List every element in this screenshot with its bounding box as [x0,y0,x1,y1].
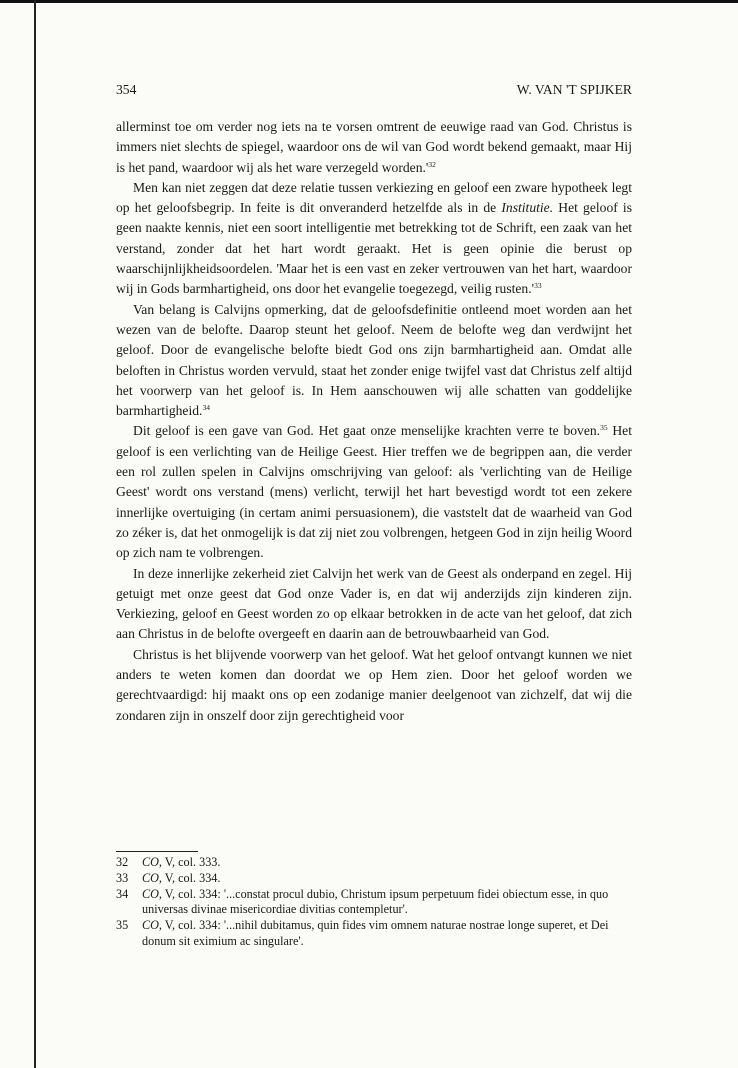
footnote-ref-34[interactable]: 34 [202,403,210,413]
footnote-cite: CO, [142,886,162,901]
footnote-cite: CO, [142,870,162,885]
footnote-body: V, col. 333. [161,855,221,869]
paragraph-4-text-b: Het geloof is een verlichting van de Heilige Geest. Hier treffen we de begrippen aan, die verder een rol zullen spelen in Calvijns omschrijving van geloof: als 'verlichting van de Heilige Geest' wordt ons verstand (mens) verlicht, terwijl het hart bevestigd wordt tot een zekere innerlijke overtuiging (in certam animi persuasionem), die vaststelt dat de waarheid van God zo zéker is, dat het onmogelijk is dat zij niet zou volbrengen, hetgeen God in zijn heilig Woord op zich nam te volbrengen. [116,423,632,561]
footnote-ref-35[interactable]: 35 [600,423,608,433]
page-number: 354 [116,82,137,97]
footnote-number: 32 [116,855,129,869]
institutie-title: Institutie. [501,200,554,216]
paragraph-5 [116,564,632,645]
footnote [116,918,632,950]
footnote-number: 34 [116,886,129,901]
footnote [116,887,632,919]
footnote-rule [116,851,198,852]
paragraph-5-text: In deze innerlijke zekerheid ziet Calvijn het werk van de Geest als onderpand en zegel. Hij getuigt met onze geest dat God onze Vader is, en dat wij anderzijds zijn kinderen zijn. Verkiezing, geloof en Geest worden zo op elkaar betrokken in de acte van het geloof, dat zich aan Christus in de belofte overgeeft en daarin aan de betrouwbaarheid van God. [116,565,632,642]
footnote-body: V, col. 334: '...constat procul dubio, Christum ipsum perpetuum fidei obiectum esse, in quo universas divinae misericordiae divitias contempletur'. [142,886,609,917]
footnote-text [142,918,632,950]
paragraph-3-text: Van belang is Calvijns opmerking, dat de geloofsdefinitie ontleend moet worden aan het wezen van de belofte. Daarop steunt het geloof. Neem de belofte weg dan verdwijnt het geloof. Door de evangelische belofte biedt God ons zijn barmhartigheid aan. Omdat alle beloften in Christus worden vervuld, staat het zonder enige twijfel vast dat Christus zelf altijd het voorwerp van het geloof is. In Hem aanschouwen wij alle schatten van goddelijke barmhartigheid. [116,301,632,419]
paragraph-1 [116,117,632,178]
running-header [116,82,632,98]
footnote-text [142,887,632,919]
paragraph-6-text: Christus is het blijvende voorwerp van het geloof. Wat het geloof ontvangt kunnen we niet anders te weten komen dan doordat we op Hem zien. Door het geloof worden we gerechtvaardigd: hij maakt ons op een zodanige manier deelgenoot van zichzelf, dat wij die zondaren zijn in onszelf door zijn gerechtigheid voor [116,646,632,723]
paragraph-2 [116,178,632,300]
paragraph-3 [116,300,632,422]
footnote-ref-33[interactable]: 33 [534,281,542,291]
footnote-text [142,871,632,887]
footnote-text [142,855,632,871]
paragraph-4 [116,421,632,563]
footnote-cite: CO, [142,855,162,869]
paragraph-1-text: allerminst toe om verder nog iets na te vorsen omtrent de eeuwige raad van God. Christus is immers niet slechts de spiegel, waardoor ons de wil van God wordt bekend gemaakt, maar Hij is het pand, waardoor wij als het ware verzegeld worden.' [116,119,632,175]
paragraph-6 [116,645,632,726]
footnote-body: V, col. 334. [161,870,221,885]
footnote-ref-32[interactable]: 32 [428,159,436,169]
footnotes [116,855,632,950]
footnote-body: V, col. 334: '...nihil dubitamus, quin fides vim omnem naturae nostrae longe superet, et Dei donum sit eximium ac singulare'. [142,918,609,948]
footnote-number: 35 [116,918,129,933]
page-top-edge [0,0,738,3]
paragraph-2-text-b: Het geloof is geen naakte kennis, niet een soort intelligentie met betrekking tot de Schrift, een zaak van het verstand, zonder dat het hart wordt geraakt. Het is geen opinie die berust op waarschijnlijkheidsoordelen. 'Maar het is een vast en zeker vertrouwen van het hart, waardoor wij in Gods barmhartigheid, ons door het evangelie toegezegd, veilig rusten.' [116,200,633,297]
footnote [116,855,632,871]
page-left-edge [34,0,36,1068]
paragraph-4-text-a: Dit geloof is een gave van God. Het gaat onze menselijke krachten verre te boven. [133,423,601,439]
running-head: W. VAN 'T SPIJKER [516,82,632,97]
footnote-cite: CO, [142,918,162,933]
footnote-number: 33 [116,870,129,885]
body-text [116,117,632,726]
footnote [116,871,632,887]
paragraph-2-text-a: Men kan niet zeggen dat deze relatie tussen verkiezing en geloof een zware hypotheek legt op het geloofsbegrip. In feite is dit onveranderd hetzelfde als in de [116,179,632,216]
